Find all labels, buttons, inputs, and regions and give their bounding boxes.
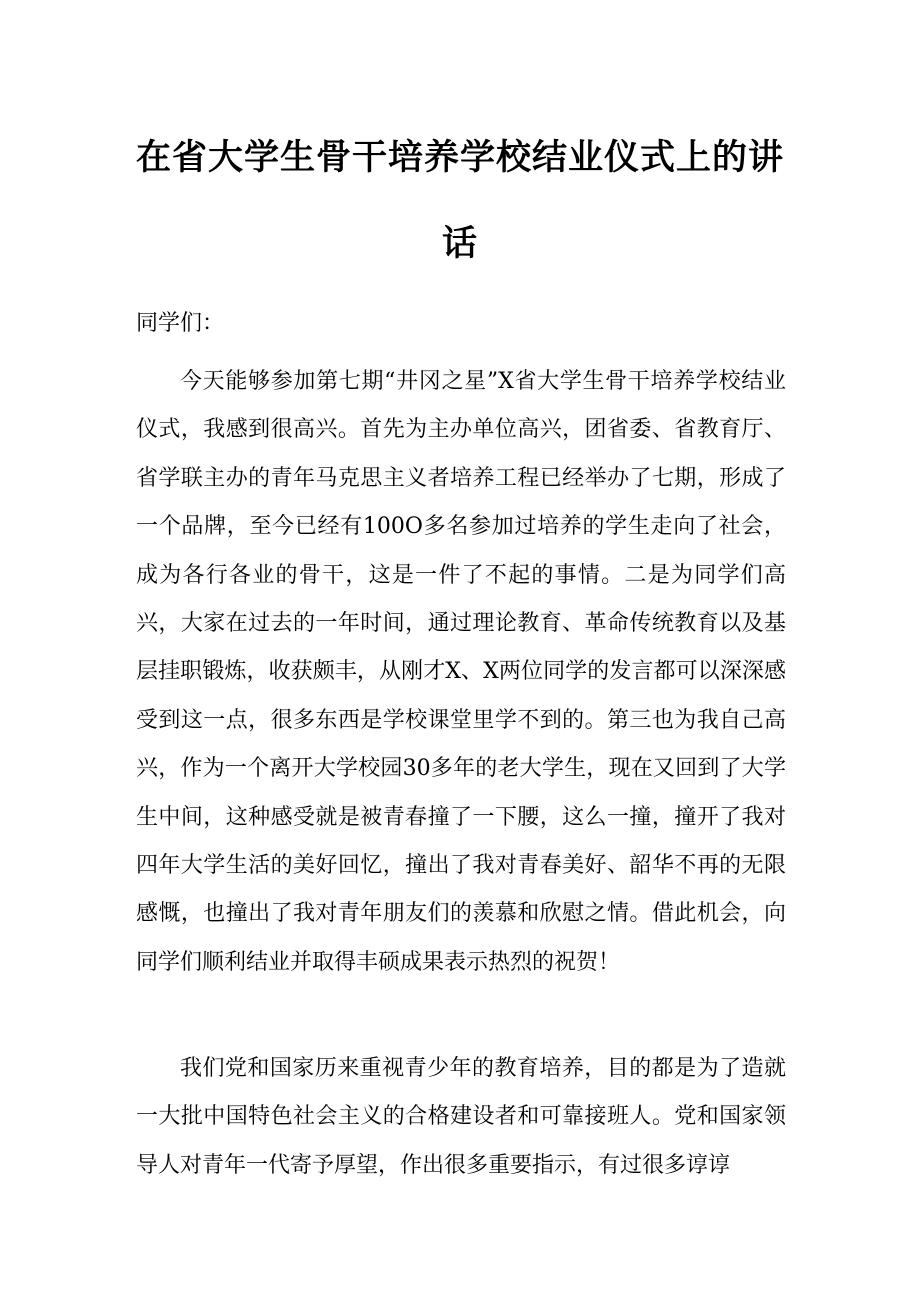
salutation: 同学们： [136, 311, 225, 336]
paragraph-1: 今天能够参加第七期“井冈之星”X省大学生骨干培养学校结业仪式，我感到很高兴。首先为主办单位高兴，团省委、省教育厅、省学联主办的青年马克思主义者培养工程已经举办了七期，形成了一个品牌，至今已经有100O多名参加过培养的学生走向了社会，成为各行各业的骨干，这是一件了不起的事情。二是为同学们高兴，大家在过去的一年时间，通过理论教育、革命传统教育以及基层挂职锻炼，收获颇丰，从刚才X、X两位同学的发言都可以深深感受到这一点，很多东西是学校课堂里学不到的。第三也为我自己高兴，作为一个离开大学校园30多年的老大学生，现在又回到了大学生中间，这种感受就是被青春撞了一下腰，这么一撞，撞开了我对四年大学生活的美好回忆，撞出了我对青春美好、韶华不再的无限感慨，也撞出了我对青年朋友们的羡慕和欣慰之情。借此机会，向同学们顺利结业并取得丰硕成果表示热烈的祝贺！ [136, 369, 786, 975]
document-title-line-1: 在省大学生骨干培养学校结业仪式上的讲 [135, 138, 784, 178]
document-title-line-2: 话 [441, 224, 478, 264]
paragraph-2: 我们党和国家历来重视青少年的教育培养，目的都是为了造就一大批中国特色社会主义的合格建设者和可靠接班人。党和国家领导人对青年一代寄予厚望，作出很多重要指示，有过很多谆谆 [136, 1056, 786, 1178]
